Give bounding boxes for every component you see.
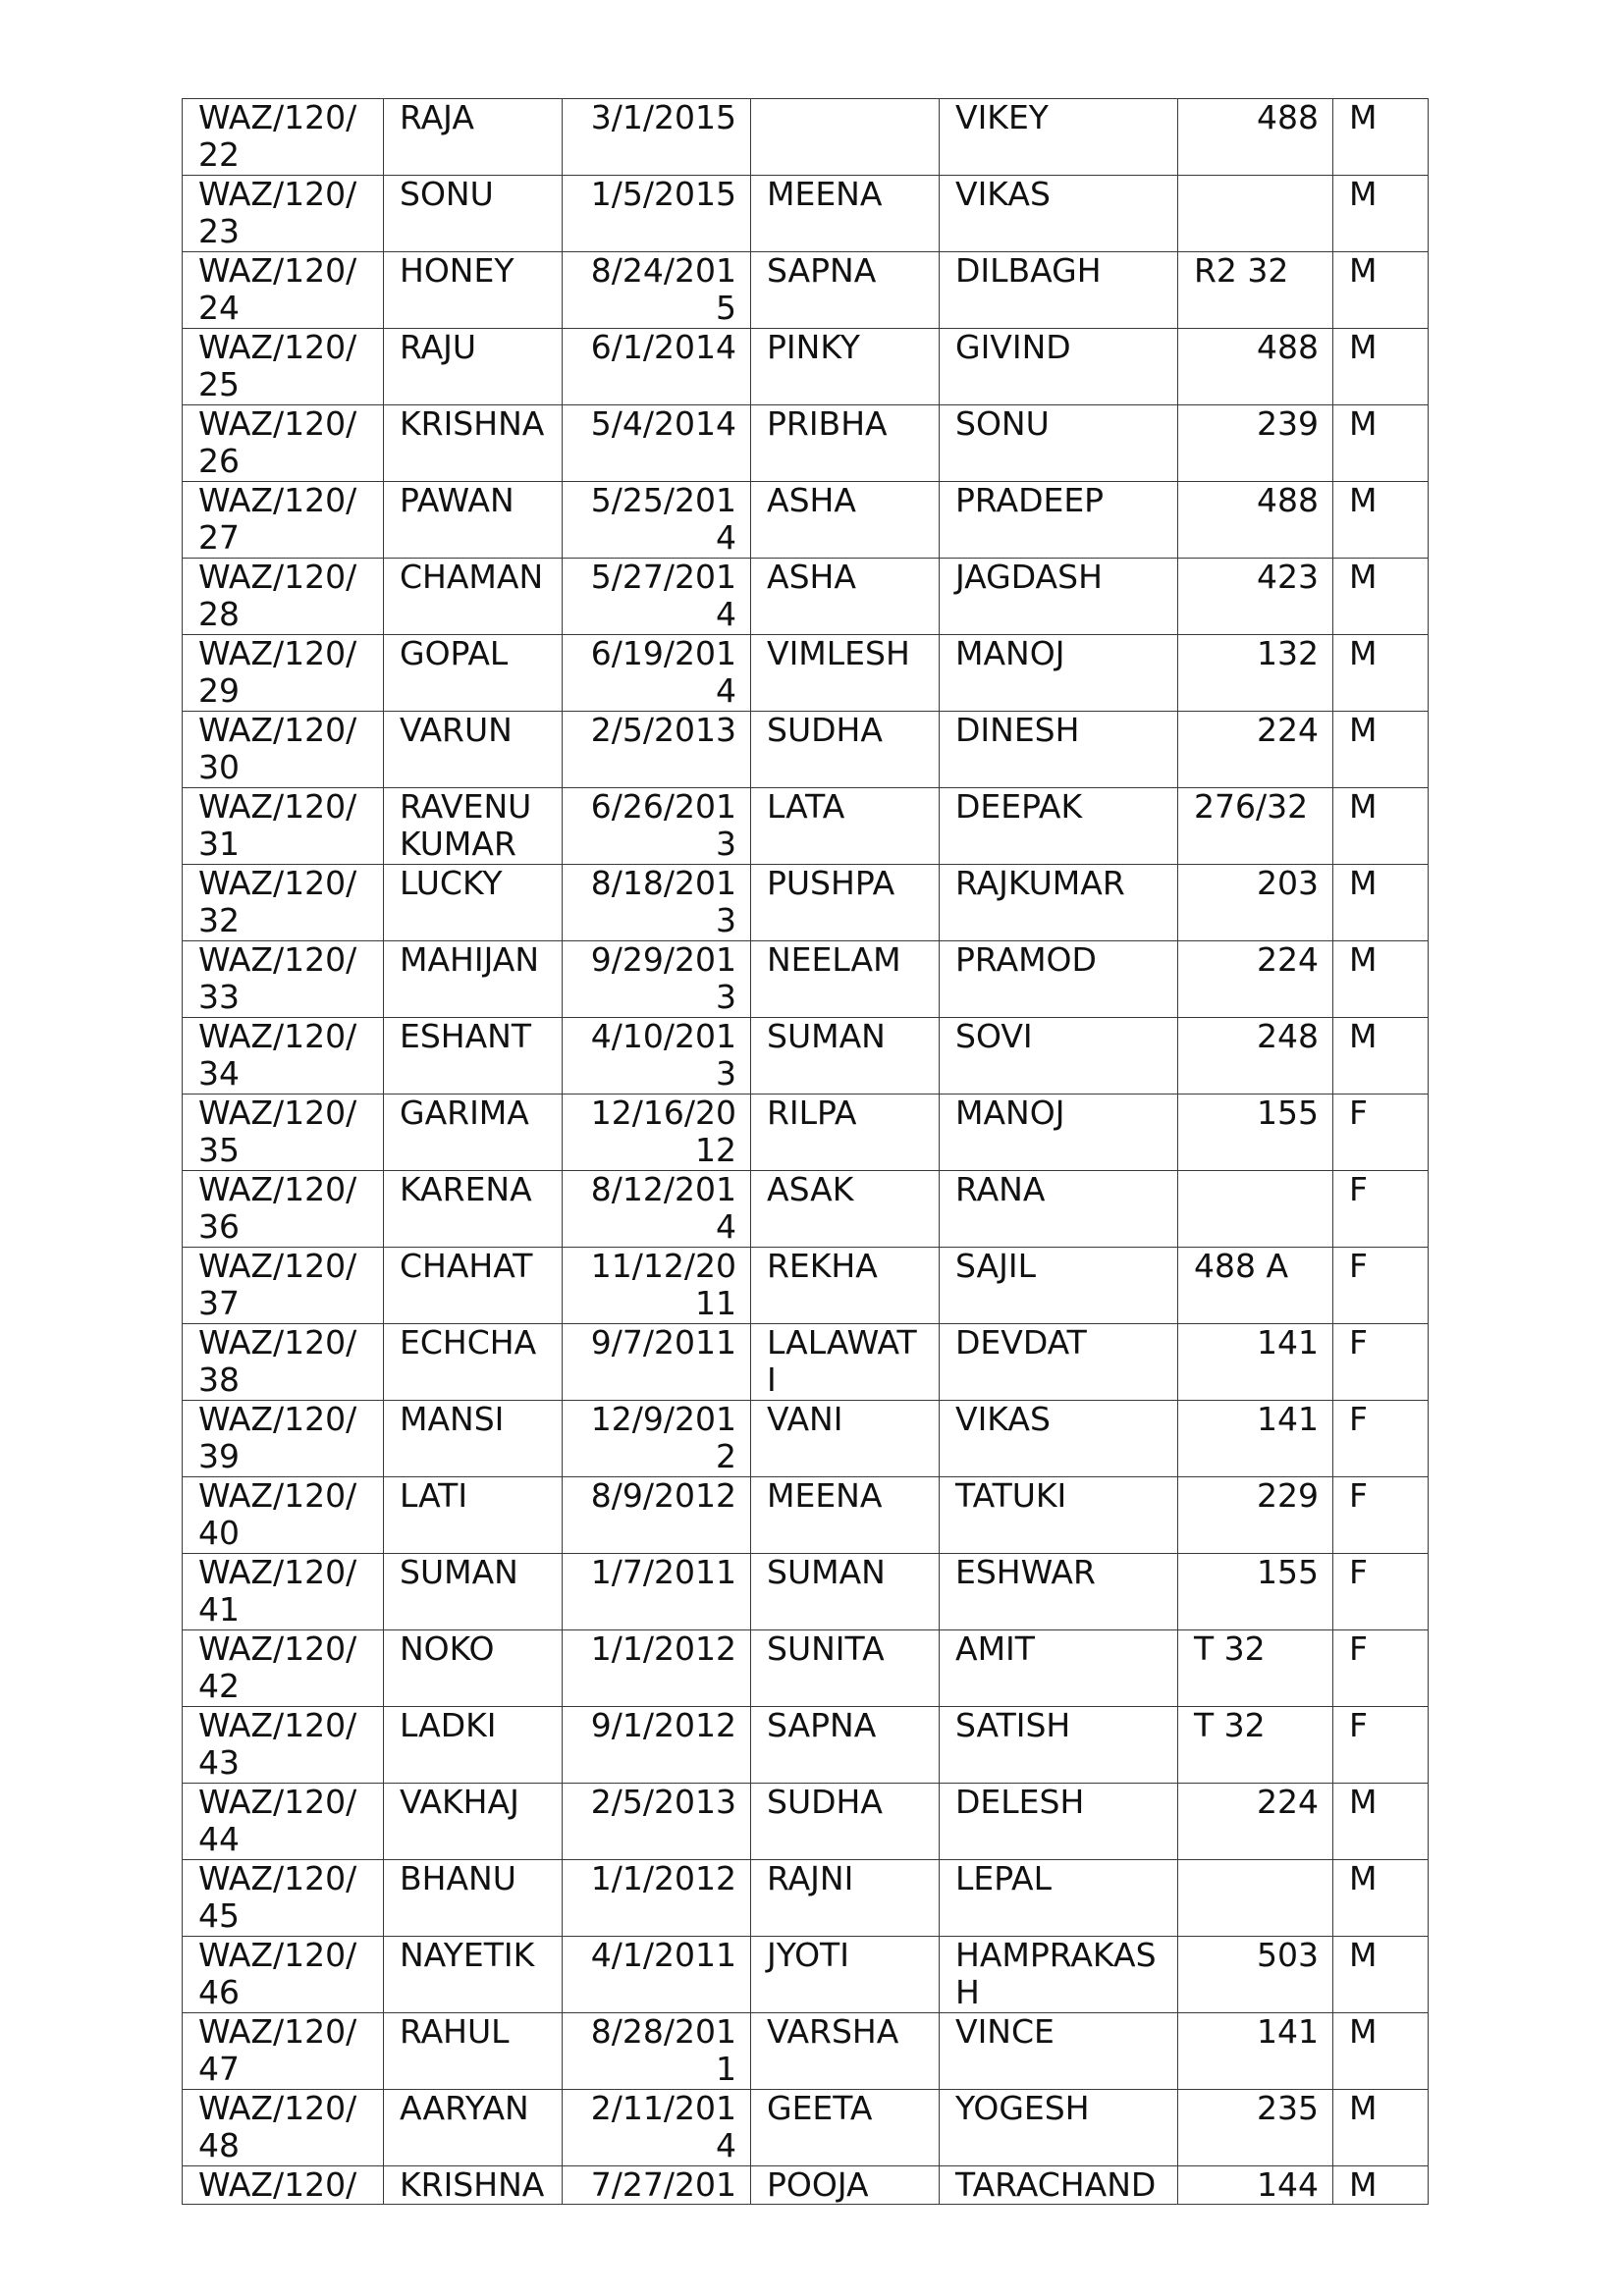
table-row <box>183 482 1429 559</box>
gender-cell: M <box>1333 252 1429 329</box>
father-name-cell: DILBAGH <box>940 252 1178 329</box>
birth-date-cell: 5/4/2014 <box>563 405 751 482</box>
gender-cell: M <box>1333 482 1429 559</box>
gender-cell: M <box>1333 1860 1429 1937</box>
birth-date-cell: 8/12/2014 <box>563 1171 751 1248</box>
gender-cell: F <box>1333 1554 1429 1630</box>
house-number-cell <box>1178 1171 1333 1248</box>
mother-name-cell: PUSHPA <box>751 865 940 941</box>
gender-cell: M <box>1333 329 1429 405</box>
father-name-cell: RANA <box>940 1171 1178 1248</box>
house-number-cell: 155 <box>1178 1554 1333 1630</box>
table-row <box>183 1784 1429 1860</box>
child-name-cell: RAVENU KUMAR <box>384 788 563 865</box>
mother-name-cell: MEENA <box>751 176 940 252</box>
father-name-cell: PRADEEP <box>940 482 1178 559</box>
child-name-cell: NAYETIK <box>384 1937 563 2013</box>
house-number-cell: 488 <box>1178 99 1333 176</box>
gender-cell: M <box>1333 559 1429 635</box>
birth-date-cell: 3/1/2015 <box>563 99 751 176</box>
mother-name-cell: PINKY <box>751 329 940 405</box>
record-id-cell: WAZ/120/32 <box>183 865 384 941</box>
child-name-cell: GOPAL <box>384 635 563 712</box>
table-row <box>183 1018 1429 1095</box>
father-name-cell: SAJIL <box>940 1248 1178 1324</box>
child-name-cell: PAWAN <box>384 482 563 559</box>
father-name-cell: HAMPRAKASH <box>940 1937 1178 2013</box>
mother-name-cell: NEELAM <box>751 941 940 1018</box>
child-name-cell: RAJA <box>384 99 563 176</box>
child-name-cell: LUCKY <box>384 865 563 941</box>
father-name-cell: LEPAL <box>940 1860 1178 1937</box>
gender-cell: M <box>1333 712 1429 788</box>
house-number-cell: 141 <box>1178 2013 1333 2090</box>
table-row <box>183 176 1429 252</box>
table-row <box>183 1707 1429 1784</box>
mother-name-cell: ASHA <box>751 559 940 635</box>
birth-date-cell: 6/26/2013 <box>563 788 751 865</box>
gender-cell: F <box>1333 1324 1429 1401</box>
birth-date-cell: 9/7/2011 <box>563 1324 751 1401</box>
gender-cell: M <box>1333 788 1429 865</box>
table-row <box>183 99 1429 176</box>
birth-date-cell: 1/5/2015 <box>563 176 751 252</box>
table-row <box>183 1477 1429 1554</box>
mother-name-cell: PRIBHA <box>751 405 940 482</box>
record-id-cell: WAZ/120/30 <box>183 712 384 788</box>
gender-cell: F <box>1333 1477 1429 1554</box>
house-number-cell: 488 <box>1178 482 1333 559</box>
child-name-cell: SONU <box>384 176 563 252</box>
record-id-cell: WAZ/120/28 <box>183 559 384 635</box>
father-name-cell: TARACHAND <box>940 2166 1178 2205</box>
mother-name-cell: GEETA <box>751 2090 940 2166</box>
father-name-cell: YOGESH <box>940 2090 1178 2166</box>
house-number-cell: 224 <box>1178 1784 1333 1860</box>
child-name-cell: CHAMAN <box>384 559 563 635</box>
birth-date-cell: 12/16/2012 <box>563 1095 751 1171</box>
mother-name-cell: JYOTI <box>751 1937 940 2013</box>
table-row <box>183 635 1429 712</box>
house-number-cell: 155 <box>1178 1095 1333 1171</box>
record-id-cell: WAZ/120/26 <box>183 405 384 482</box>
record-id-cell: WAZ/120/23 <box>183 176 384 252</box>
gender-cell: F <box>1333 1630 1429 1707</box>
record-id-cell: WAZ/120/37 <box>183 1248 384 1324</box>
table-row <box>183 2090 1429 2166</box>
mother-name-cell: VARSHA <box>751 2013 940 2090</box>
table-row <box>183 941 1429 1018</box>
father-name-cell: MANOJ <box>940 635 1178 712</box>
father-name-cell: AMIT <box>940 1630 1178 1707</box>
mother-name-cell <box>751 99 940 176</box>
house-number-cell <box>1178 176 1333 252</box>
child-name-cell: SUMAN <box>384 1554 563 1630</box>
record-id-cell: WAZ/120/31 <box>183 788 384 865</box>
house-number-cell: 235 <box>1178 2090 1333 2166</box>
gender-cell: M <box>1333 405 1429 482</box>
table-row <box>183 2013 1429 2090</box>
birth-date-cell: 5/27/2014 <box>563 559 751 635</box>
table-row <box>183 1937 1429 2013</box>
house-number-cell: 488 A <box>1178 1248 1333 1324</box>
record-id-cell: WAZ/120/39 <box>183 1401 384 1477</box>
table-row <box>183 788 1429 865</box>
record-id-cell: WAZ/120/24 <box>183 252 384 329</box>
record-id-cell: WAZ/120/22 <box>183 99 384 176</box>
gender-cell: M <box>1333 941 1429 1018</box>
record-id-cell: WAZ/120/33 <box>183 941 384 1018</box>
mother-name-cell: RAJNI <box>751 1860 940 1937</box>
house-number-cell: 224 <box>1178 941 1333 1018</box>
birth-date-cell: 11/12/2011 <box>563 1248 751 1324</box>
record-id-cell: WAZ/120/45 <box>183 1860 384 1937</box>
birth-date-cell: 1/1/2012 <box>563 1630 751 1707</box>
table-row <box>183 1248 1429 1324</box>
house-number-cell: 276/32 <box>1178 788 1333 865</box>
mother-name-cell: SAPNA <box>751 1707 940 1784</box>
record-id-cell: WAZ/120/36 <box>183 1171 384 1248</box>
father-name-cell: TATUKI <box>940 1477 1178 1554</box>
house-number-cell: 239 <box>1178 405 1333 482</box>
child-name-cell: KARENA <box>384 1171 563 1248</box>
birth-date-cell: 2/5/2013 <box>563 1784 751 1860</box>
father-name-cell: PRAMOD <box>940 941 1178 1018</box>
birth-date-cell: 8/24/2015 <box>563 252 751 329</box>
house-number-cell: 132 <box>1178 635 1333 712</box>
child-name-cell: LADKI <box>384 1707 563 1784</box>
mother-name-cell: MEENA <box>751 1477 940 1554</box>
gender-cell: M <box>1333 2013 1429 2090</box>
table-row <box>183 329 1429 405</box>
child-name-cell: MAHIJAN <box>384 941 563 1018</box>
birth-date-cell: 6/19/2014 <box>563 635 751 712</box>
table-row <box>183 712 1429 788</box>
record-id-cell: WAZ/120/43 <box>183 1707 384 1784</box>
gender-cell: M <box>1333 865 1429 941</box>
birth-date-cell: 8/9/2012 <box>563 1477 751 1554</box>
birth-date-cell: 8/28/2011 <box>563 2013 751 2090</box>
gender-cell: M <box>1333 176 1429 252</box>
mother-name-cell: SUDHA <box>751 712 940 788</box>
mother-name-cell: LALAWATI <box>751 1324 940 1401</box>
child-name-cell: RAHUL <box>384 2013 563 2090</box>
house-number-cell: 141 <box>1178 1324 1333 1401</box>
mother-name-cell: POOJA <box>751 2166 940 2205</box>
table-row <box>183 1324 1429 1401</box>
birth-date-cell: 12/9/2012 <box>563 1401 751 1477</box>
child-name-cell: BHANU <box>384 1860 563 1937</box>
mother-name-cell: SUNITA <box>751 1630 940 1707</box>
record-id-cell: WAZ/120/42 <box>183 1630 384 1707</box>
record-id-cell: WAZ/120/46 <box>183 1937 384 2013</box>
mother-name-cell: ASHA <box>751 482 940 559</box>
gender-cell: M <box>1333 99 1429 176</box>
house-number-cell: 488 <box>1178 329 1333 405</box>
birth-date-cell: 1/1/2012 <box>563 1860 751 1937</box>
father-name-cell: ESHWAR <box>940 1554 1178 1630</box>
father-name-cell: RAJKUMAR <box>940 865 1178 941</box>
father-name-cell: MANOJ <box>940 1095 1178 1171</box>
house-number-cell: 503 <box>1178 1937 1333 2013</box>
father-name-cell: SONU <box>940 405 1178 482</box>
table-row <box>183 405 1429 482</box>
house-number-cell: 248 <box>1178 1018 1333 1095</box>
father-name-cell: DINESH <box>940 712 1178 788</box>
child-name-cell: KRISHNA <box>384 405 563 482</box>
child-name-cell: RAJU <box>384 329 563 405</box>
gender-cell: M <box>1333 1937 1429 2013</box>
mother-name-cell: REKHA <box>751 1248 940 1324</box>
table-row <box>183 559 1429 635</box>
child-name-cell: LATI <box>384 1477 563 1554</box>
table-row <box>183 252 1429 329</box>
gender-cell: F <box>1333 1401 1429 1477</box>
table-row <box>183 2166 1429 2205</box>
birth-date-cell: 1/7/2011 <box>563 1554 751 1630</box>
record-id-cell: WAZ/120/ <box>183 2166 384 2205</box>
child-name-cell: MANSI <box>384 1401 563 1477</box>
mother-name-cell: RILPA <box>751 1095 940 1171</box>
gender-cell: M <box>1333 2166 1429 2205</box>
table-row <box>183 1171 1429 1248</box>
mother-name-cell: SUMAN <box>751 1554 940 1630</box>
gender-cell: F <box>1333 1095 1429 1171</box>
gender-cell: F <box>1333 1248 1429 1324</box>
birth-date-cell: 9/1/2012 <box>563 1707 751 1784</box>
gender-cell: F <box>1333 1707 1429 1784</box>
child-name-cell: KRISHNA <box>384 2166 563 2205</box>
gender-cell: M <box>1333 1784 1429 1860</box>
birth-date-cell: 4/10/2013 <box>563 1018 751 1095</box>
mother-name-cell: SUMAN <box>751 1018 940 1095</box>
birth-date-cell: 7/27/201 <box>563 2166 751 2205</box>
birth-date-cell: 2/5/2013 <box>563 712 751 788</box>
house-number-cell: 203 <box>1178 865 1333 941</box>
father-name-cell: DEEPAK <box>940 788 1178 865</box>
house-number-cell: 141 <box>1178 1401 1333 1477</box>
father-name-cell: DEVDAT <box>940 1324 1178 1401</box>
mother-name-cell: SUDHA <box>751 1784 940 1860</box>
table-row <box>183 1554 1429 1630</box>
table-row <box>183 1630 1429 1707</box>
child-name-cell: VARUN <box>384 712 563 788</box>
house-number-cell: 224 <box>1178 712 1333 788</box>
father-name-cell: SATISH <box>940 1707 1178 1784</box>
table-row <box>183 1401 1429 1477</box>
table-row <box>183 1095 1429 1171</box>
house-number-cell: R2 32 <box>1178 252 1333 329</box>
birth-date-cell: 6/1/2014 <box>563 329 751 405</box>
father-name-cell: SOVI <box>940 1018 1178 1095</box>
father-name-cell: GIVIND <box>940 329 1178 405</box>
child-name-cell: CHAHAT <box>384 1248 563 1324</box>
mother-name-cell: VIMLESH <box>751 635 940 712</box>
mother-name-cell: SAPNA <box>751 252 940 329</box>
record-id-cell: WAZ/120/44 <box>183 1784 384 1860</box>
child-name-cell: NOKO <box>384 1630 563 1707</box>
records-table-body <box>183 99 1429 2205</box>
house-number-cell <box>1178 1860 1333 1937</box>
gender-cell: M <box>1333 1018 1429 1095</box>
father-name-cell: VIKAS <box>940 176 1178 252</box>
record-id-cell: WAZ/120/47 <box>183 2013 384 2090</box>
house-number-cell: T 32 <box>1178 1707 1333 1784</box>
birth-date-cell: 2/11/2014 <box>563 2090 751 2166</box>
birth-date-cell: 4/1/2011 <box>563 1937 751 2013</box>
table-row <box>183 1860 1429 1937</box>
house-number-cell: 229 <box>1178 1477 1333 1554</box>
record-id-cell: WAZ/120/35 <box>183 1095 384 1171</box>
child-name-cell: GARIMA <box>384 1095 563 1171</box>
record-id-cell: WAZ/120/25 <box>183 329 384 405</box>
father-name-cell: VIKAS <box>940 1401 1178 1477</box>
record-id-cell: WAZ/120/27 <box>183 482 384 559</box>
father-name-cell: DELESH <box>940 1784 1178 1860</box>
house-number-cell: T 32 <box>1178 1630 1333 1707</box>
child-name-cell: ESHANT <box>384 1018 563 1095</box>
table-row <box>183 865 1429 941</box>
gender-cell: M <box>1333 635 1429 712</box>
birth-date-cell: 5/25/2014 <box>563 482 751 559</box>
child-name-cell: VAKHAJ <box>384 1784 563 1860</box>
record-id-cell: WAZ/120/40 <box>183 1477 384 1554</box>
house-number-cell: 144 <box>1178 2166 1333 2205</box>
father-name-cell: JAGDASH <box>940 559 1178 635</box>
house-number-cell: 423 <box>1178 559 1333 635</box>
father-name-cell: VINCE <box>940 2013 1178 2090</box>
child-name-cell: AARYAN <box>384 2090 563 2166</box>
father-name-cell: VIKEY <box>940 99 1178 176</box>
mother-name-cell: VANI <box>751 1401 940 1477</box>
gender-cell: F <box>1333 1171 1429 1248</box>
gender-cell: M <box>1333 2090 1429 2166</box>
record-id-cell: WAZ/120/38 <box>183 1324 384 1401</box>
mother-name-cell: LATA <box>751 788 940 865</box>
record-id-cell: WAZ/120/48 <box>183 2090 384 2166</box>
birth-date-cell: 8/18/2013 <box>563 865 751 941</box>
child-name-cell: ECHCHA <box>384 1324 563 1401</box>
child-name-cell: HONEY <box>384 252 563 329</box>
records-table <box>182 98 1429 2205</box>
record-id-cell: WAZ/120/34 <box>183 1018 384 1095</box>
birth-date-cell: 9/29/2013 <box>563 941 751 1018</box>
record-id-cell: WAZ/120/29 <box>183 635 384 712</box>
mother-name-cell: ASAK <box>751 1171 940 1248</box>
record-id-cell: WAZ/120/41 <box>183 1554 384 1630</box>
